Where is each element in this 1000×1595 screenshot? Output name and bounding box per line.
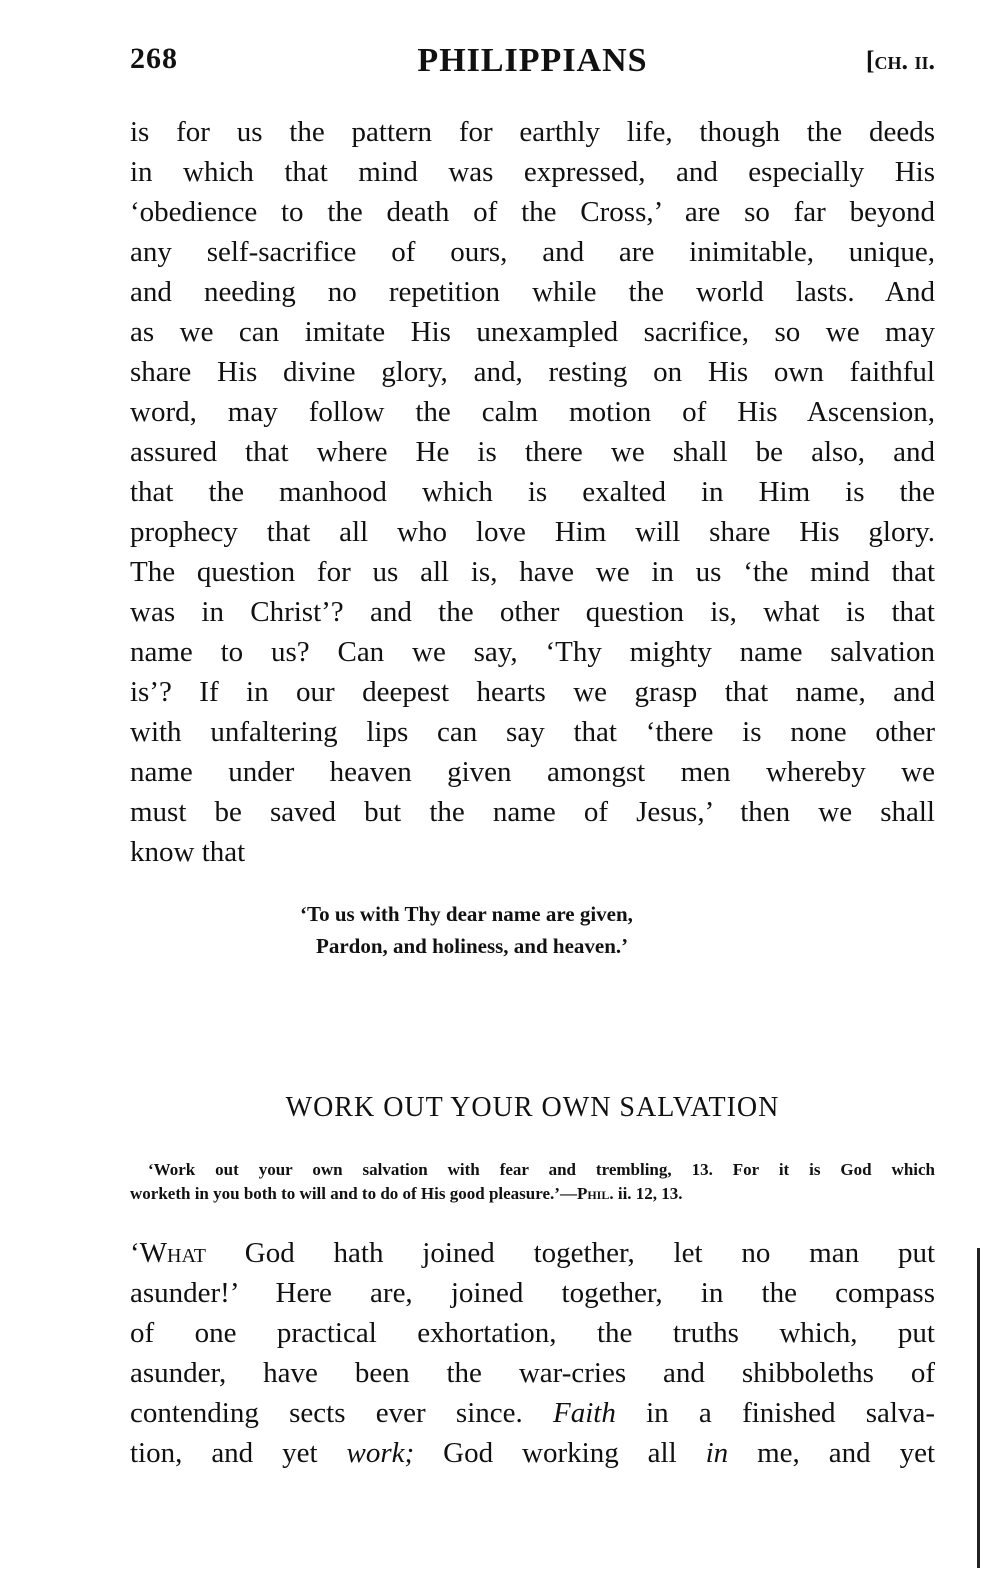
- section-title: WORK OUT YOUR OWN SALVATION: [285, 1092, 780, 1123]
- text-line: name to us? Can we say, ‘Thy mighty name salvation: [130, 636, 935, 668]
- text-line: The question for us all is, have we in us ‘the mind that: [130, 556, 935, 588]
- text-line: ‘obedience to the death of the Cross,’ are so far beyond: [130, 196, 935, 228]
- text-line: [130, 1433, 935, 1473]
- epigraph-text: worketh in you both to will and to do of His good pleasure.’—: [130, 1184, 577, 1203]
- text-line: must be saved but the name of Jesus,’ then we shall: [130, 796, 935, 828]
- running-header: [130, 42, 935, 86]
- verse-line: Pardon, and holiness, and heaven.’: [316, 934, 629, 958]
- emphasis: work;: [346, 1437, 415, 1469]
- text-span: God working all: [414, 1437, 706, 1469]
- running-title: PHILIPPIANS: [417, 42, 648, 79]
- text-line: share His divine glory, and, resting on His own faithful: [130, 356, 935, 388]
- text-line: prophecy that all who love Him will share His glory.: [130, 516, 935, 548]
- margin-rule: [977, 1248, 980, 1568]
- text-line: asunder, have been the war-cries and shibboleths of: [130, 1357, 935, 1389]
- text-line: [130, 1393, 935, 1433]
- text-line: any self-sacrifice of ours, and are inimitable, unique,: [130, 236, 935, 268]
- open-quote: ‘: [130, 1237, 140, 1269]
- text-span: contending sects ever since.: [130, 1397, 554, 1429]
- epigraph-line: [130, 1182, 935, 1206]
- text-line: know that: [130, 836, 246, 868]
- text-span: me, and yet: [728, 1437, 936, 1469]
- text-line: is for us the pattern for earthly life, though the deeds: [130, 116, 935, 148]
- chapter-reference: [ch. ii.: [865, 46, 935, 75]
- page-number: 268: [130, 42, 178, 75]
- epigraph-line: ‘Work out your own salvation with fear and trembling, 13. For it is God which: [148, 1160, 935, 1179]
- text-line: [130, 1233, 935, 1273]
- text-span: tion, and yet: [130, 1437, 347, 1469]
- text-line: was in Christ’? and the other question is, what is that: [130, 596, 935, 628]
- text-line: assured that where He is there we shall be also, and: [130, 436, 935, 468]
- emphasis: Faith: [553, 1397, 616, 1429]
- text-line: as we can imitate His unexampled sacrifice, so we may: [130, 316, 935, 348]
- text-line: with unfaltering lips can say that ‘there is none other: [130, 716, 935, 748]
- text-span: in a finished salva-: [615, 1397, 935, 1429]
- text-line: word, may follow the calm motion of His Ascension,: [130, 396, 935, 428]
- text-line: asunder!’ Here are, joined together, in the compass: [130, 1277, 935, 1309]
- text-line: name under heaven given amongst men whereby we: [130, 756, 935, 788]
- text-line: and needing no repetition while the world lasts. And: [130, 276, 935, 308]
- text-line: of one practical exhortation, the truths which, put: [130, 1317, 935, 1349]
- verse-line: ‘To us with Thy dear name are given,: [300, 902, 633, 926]
- opening-word: What: [139, 1237, 206, 1269]
- text-line: is’? If in our deepest hearts we grasp that name, and: [130, 676, 935, 708]
- emphasis: in: [705, 1437, 729, 1469]
- text-line: that the manhood which is exalted in Him is the: [130, 476, 935, 508]
- scripture-verses: ii. 12, 13.: [613, 1184, 683, 1203]
- text-line: in which that mind was expressed, and especially His: [130, 156, 935, 188]
- scripture-book: Phil.: [576, 1184, 614, 1203]
- text-span: God hath joined together, let no man put: [205, 1237, 935, 1269]
